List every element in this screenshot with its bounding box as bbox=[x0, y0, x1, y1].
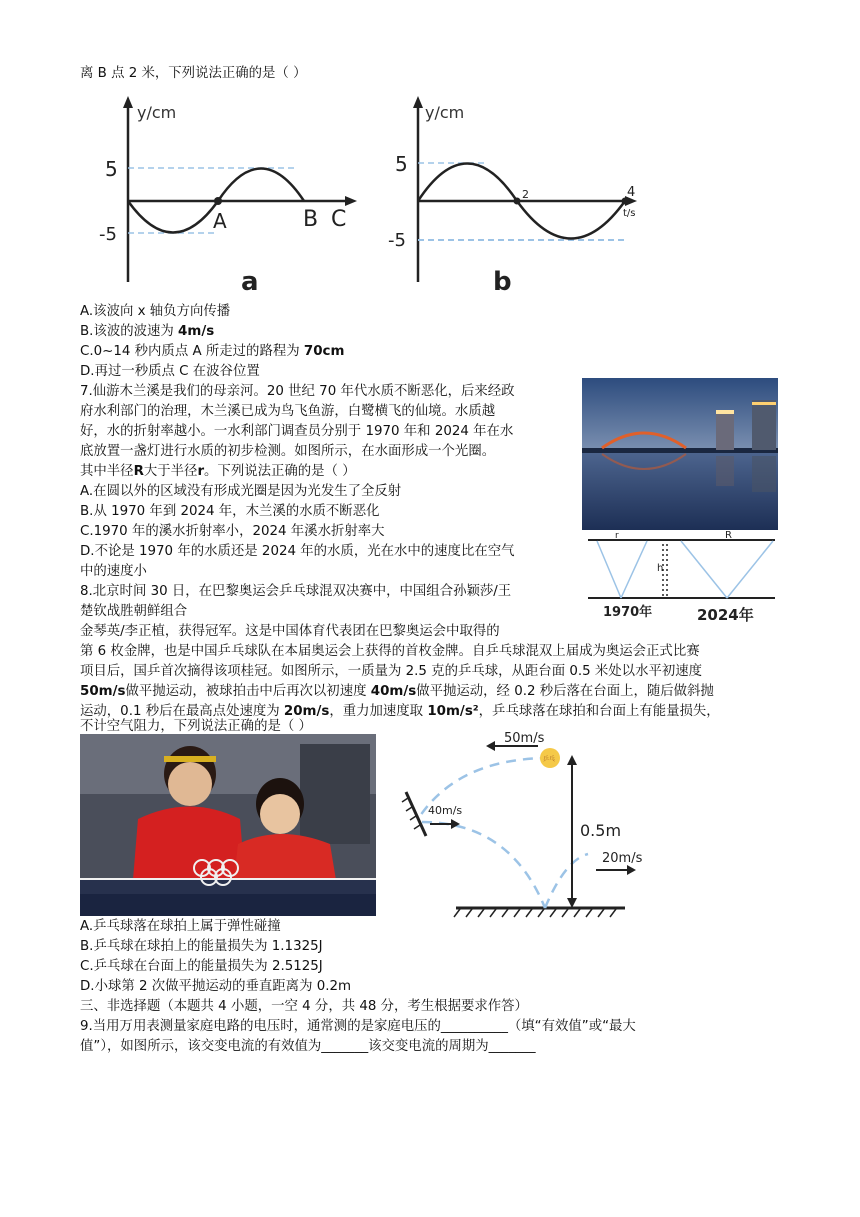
q7-line-4: 底放置一盏灯进行水质的初步检测。如图所示，在水面形成一个光圈。 bbox=[80, 444, 496, 459]
height-label: 0.5m bbox=[580, 821, 622, 840]
fig-b-xlabel: t/s bbox=[623, 208, 636, 219]
q8-line-4: 第 6 枚金牌，也是中国乒乓球队在本届奥运会上获得的首枚金牌。自乒乓球混双上届成为奥运会正式比赛 bbox=[80, 644, 700, 659]
q8-option-d: D.小球第 2 次做平抛运动的垂直距离为 0.2m bbox=[80, 979, 352, 994]
q9-line-1: 9.当用万用表测量家庭电路的电压时，通常测的是家庭电压的__________（填“有效值”或“最大 bbox=[80, 1019, 636, 1034]
fig-b-tick-4: 4 bbox=[627, 185, 636, 200]
q8-line-5: 项目后，国乒首次摘得该项桂冠。如图所示，一质量为 2.5 克的乒乓球，从距台面 0.5 米处以水平初速度 bbox=[80, 664, 703, 679]
q7-option-a: A.在圆以外的区域没有形成光圈是因为光发生了全反射 bbox=[80, 484, 402, 499]
mulan-river-photo bbox=[582, 378, 778, 530]
q6-option-b: B.该波的波速为 4m/s bbox=[80, 324, 215, 339]
trajectory-path-2 bbox=[422, 822, 545, 908]
q9-line-2: 值”），如图所示，该交变电流的有效值为_______该交变电流的周期为_______ bbox=[80, 1039, 536, 1054]
fig-b-ylabel: y/cm bbox=[425, 103, 465, 122]
q7-line-3: 好，水的折射率越小。一水利部门调查员分别于 1970 年和 2024 年在水 bbox=[80, 424, 514, 439]
trajectory-path-3 bbox=[545, 854, 588, 908]
ping-pong-ball-label: 乒乓 bbox=[543, 756, 556, 763]
fig-a-point-b: B bbox=[303, 207, 319, 232]
q8-option-b: B.乒乓球在球拍上的能量损失为 1.1325J bbox=[80, 939, 323, 954]
q7-line-2: 府水利部门的治理，木兰溪已成为鸟飞鱼游，白鹭横飞的仙境。水质越 bbox=[80, 404, 496, 419]
velocity-20-label: 20m/s bbox=[602, 851, 643, 866]
diagram-r-label: r bbox=[615, 531, 619, 541]
q6-option-c: C.0~14 秒内质点 A 所走过的路程为 70cm bbox=[80, 344, 345, 359]
q8-line-6: 50m/s做平抛运动，被球拍击中后再次以初速度 40m/s做平抛运动，经 0.2 秒后落在台面上，随后做斜抛 bbox=[80, 684, 714, 699]
velocity-50-label: 50m/s bbox=[504, 731, 545, 746]
light-circle-diagram bbox=[585, 530, 780, 625]
q8-option-a: A.乒乓球落在球拍上属于弹性碰撞 bbox=[80, 919, 281, 934]
q8-line-7: 运动，0.1 秒后在最高点处速度为 20m/s，重力加速度取 10m/s²，乒乓球落在球拍和台面上有能量损失， bbox=[80, 704, 720, 719]
fig-a-caption: a bbox=[241, 267, 259, 297]
fig-b-caption: b bbox=[493, 267, 512, 297]
diagram-year-2024: 2024年 bbox=[697, 606, 754, 624]
q7-option-d-line-1: D.不论是 1970 年的水质还是 2024 年的水质，光在水中的速度比在空气 bbox=[80, 544, 515, 559]
q7-line-1: 7.仙游木兰溪是我们的母亲河。20 世纪 70 年代水质不断恶化，后来经政 bbox=[80, 384, 515, 399]
fig-b-tick-2: 2 bbox=[522, 188, 529, 201]
q7-option-c: C.1970 年的溪水折射率小，2024 年溪水折射率大 bbox=[80, 524, 385, 539]
vibration-figure-b bbox=[385, 92, 660, 302]
diagram-R-label: R bbox=[725, 530, 732, 541]
q7-option-b: B.从 1970 年到 2024 年，木兰溪的水质不断恶化 bbox=[80, 504, 380, 519]
section-3-heading: 三、非选择题（本题共 4 小题，一空 4 分，共 48 分，考生根据要求作答） bbox=[80, 999, 528, 1014]
q8-line-1: 8.北京时间 30 日，在巴黎奥运会乒乓球混双决赛中，中国组合孙颖莎/王 bbox=[80, 584, 512, 599]
q6-option-a: A.该波向 x 轴负方向传播 bbox=[80, 304, 231, 319]
q6-stem-end: 离 B 点 2 米，下列说法正确的是（ ） bbox=[80, 66, 307, 81]
fig-a-ylabel: y/cm bbox=[137, 103, 177, 122]
diagram-h-label: h bbox=[657, 563, 664, 574]
racket-surface bbox=[406, 792, 426, 836]
q7-option-d-line-2: 中的速度小 bbox=[80, 564, 147, 579]
q8-line-3: 金琴英/李正植，获得冠军。这是中国体育代表团在巴黎奥运会中取得的 bbox=[80, 624, 500, 639]
table-tennis-photo bbox=[80, 734, 376, 916]
q8-option-c: C.乒乓球在台面上的能量损失为 2.5125J bbox=[80, 959, 323, 974]
fig-b-y-neg: -5 bbox=[388, 230, 406, 251]
fig-b-y-pos: 5 bbox=[395, 152, 408, 176]
velocity-40-label: 40m/s bbox=[428, 804, 463, 817]
fig-a-y-pos: 5 bbox=[105, 157, 118, 181]
q7-line-5: 其中半径R大于半径r。下列说法正确的是（ ） bbox=[80, 464, 356, 479]
trajectory-diagram bbox=[400, 728, 643, 918]
fig-a-point-c: C bbox=[331, 207, 347, 232]
fig-a-point-a: A bbox=[213, 209, 227, 233]
wave-figure-a bbox=[95, 92, 370, 302]
diagram-year-1970: 1970年 bbox=[603, 605, 653, 620]
q8-line-2: 楚钦战胜朝鲜组合 bbox=[80, 604, 188, 619]
fig-a-y-neg: -5 bbox=[99, 224, 117, 245]
q6-option-d: D.再过一秒质点 C 在波谷位置 bbox=[80, 364, 260, 379]
q8-line-8: 不计空气阻力，下列说法正确的是（ ） bbox=[80, 719, 312, 734]
